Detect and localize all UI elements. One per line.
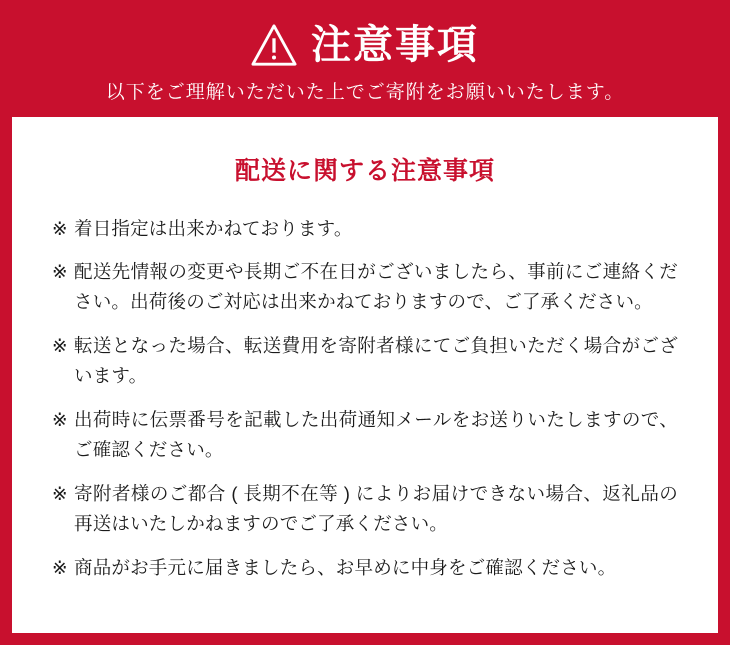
notice-header <box>0 0 730 123</box>
bullet-mark: ※ <box>52 409 68 431</box>
bullet-mark: ※ <box>52 261 68 283</box>
bullet-mark: ※ <box>52 483 68 505</box>
list-item-text: 商品がお手元に届きましたら、お早めに中身をご確認ください。 <box>74 557 617 579</box>
note-list <box>52 214 678 584</box>
list-item <box>52 214 678 244</box>
page-title: 注意事項 <box>311 23 479 67</box>
list-item <box>52 257 678 317</box>
bullet-mark: ※ <box>52 217 68 239</box>
bullet-mark: ※ <box>52 335 68 357</box>
notice-body <box>12 117 718 633</box>
list-item-text: 着日指定は出来かねております。 <box>74 217 353 239</box>
list-item-text: 配送先情報の変更や長期ご不在日がございましたら、事前にご連絡ください。出荷後のご対応は出来かねておりますので、ご了承ください。 <box>74 261 678 313</box>
section-title: 配送に関する注意事項 <box>234 157 495 185</box>
header-subtitle: 以下をご理解いただいた上でご寄附をお願いいたします。 <box>105 82 625 103</box>
list-item-text: 寄附者様のご都合 ( 長期不在等 ) によりお届けできない場合、返礼品の再送はいたしかねますのでご了承ください。 <box>74 483 678 535</box>
list-item <box>52 479 678 539</box>
header-title-row <box>20 22 710 68</box>
list-item <box>52 553 678 583</box>
list-item <box>52 405 678 465</box>
list-item-text: 転送となった場合、転送費用を寄附者様にてご負担いただく場合がございます。 <box>74 335 678 387</box>
warning-triangle-icon <box>251 22 297 68</box>
list-item-text: 出荷時に伝票番号を記載した出荷通知メールをお送りいたしますので、ご確認ください。 <box>74 409 678 461</box>
bullet-mark: ※ <box>52 557 68 579</box>
list-item <box>52 331 678 391</box>
